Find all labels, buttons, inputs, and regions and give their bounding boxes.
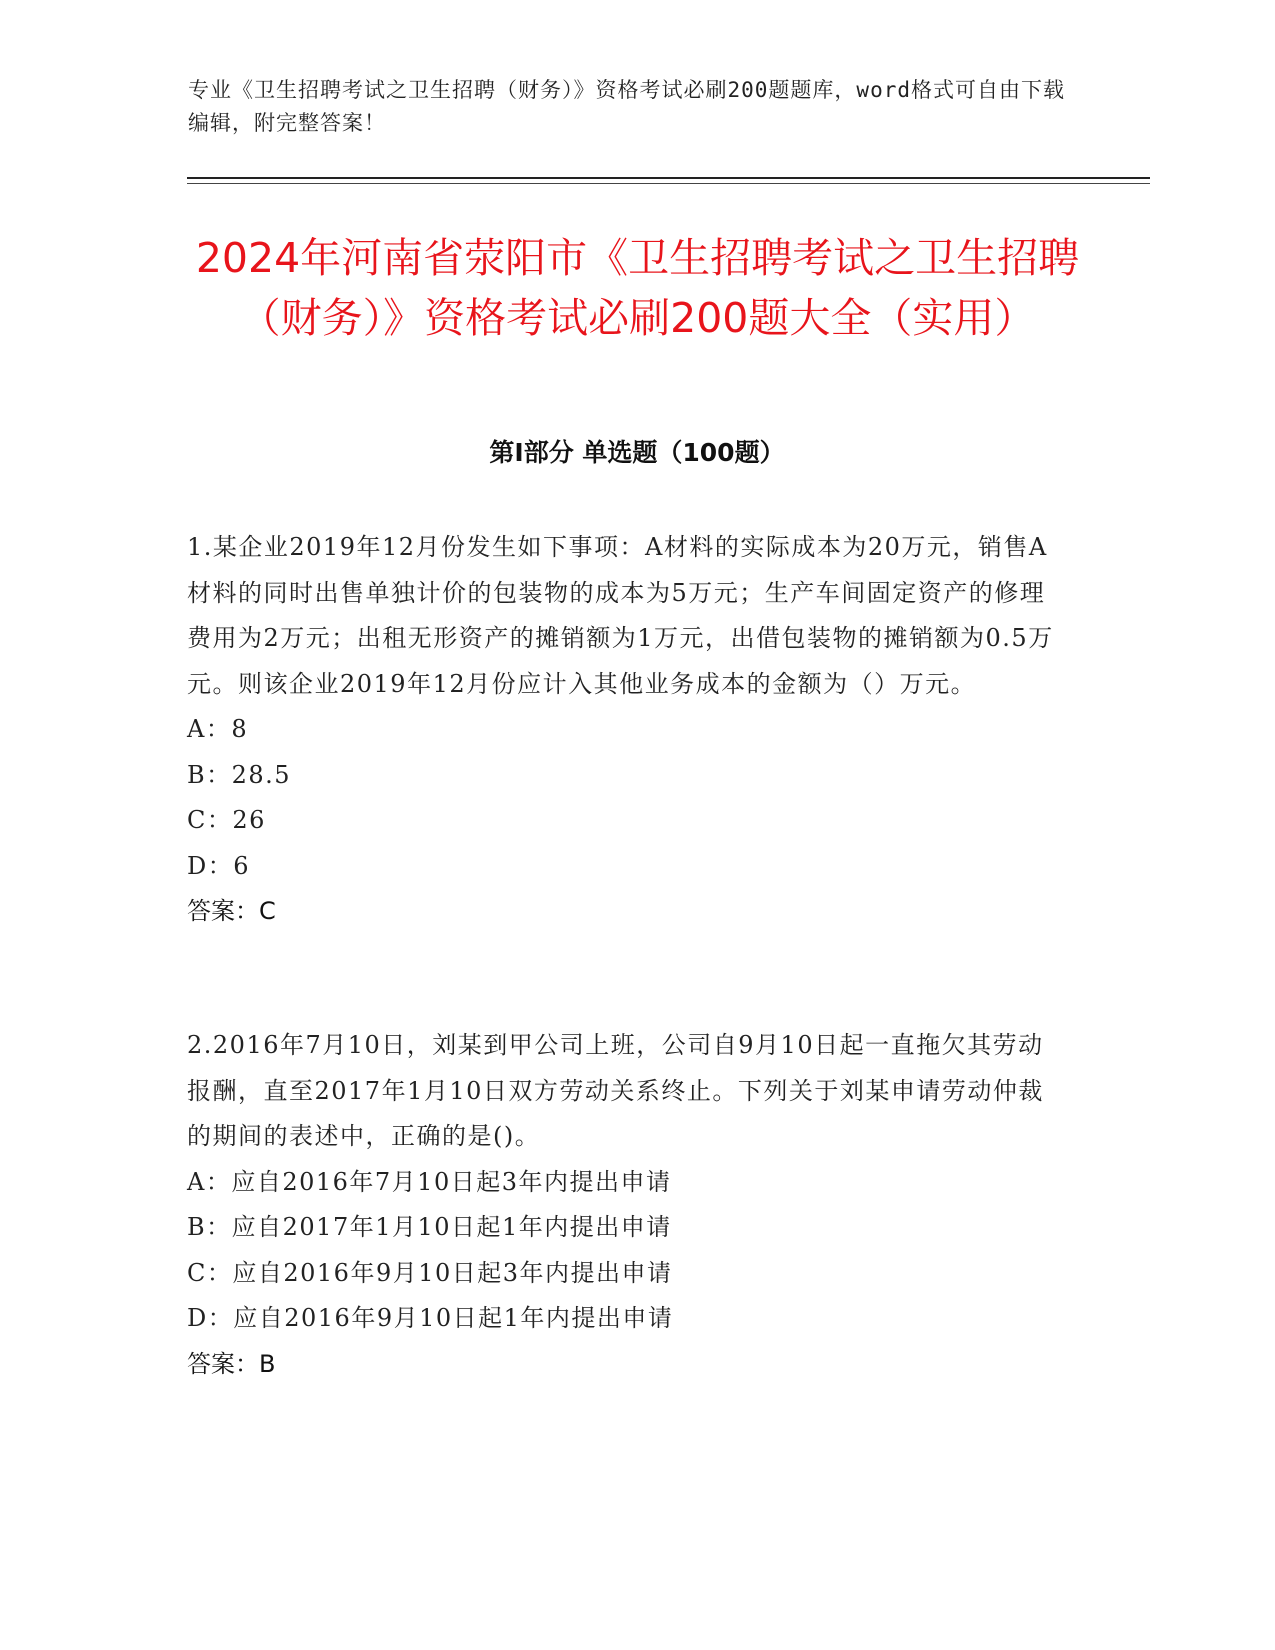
option-d: D：应自2016年9月10日起1年内提出申请: [187, 1304, 674, 1332]
header-divider-thick: [187, 177, 1150, 179]
question-stem: 2.2016年7月10日，刘某到甲公司上班，公司自9月10日起一直拖欠其劳动报酬，直至2017年1月10日双方劳动关系终止。下列关于刘某申请劳动仲裁的期间的表述中，正确的是()。: [187, 1031, 1044, 1150]
question-stem: 1.某企业2019年12月份发生如下事项：A材料的实际成本为20万元，销售A材料的同时出售单独计价的包装物的成本为5万元；生产车间固定资产的修理费用为2万元；出租无形资产的摊销额为1万元，出借包装物的摊销额为0.5万元。则该企业2019年12月份应计入其他业务成本的金额为（）万元。: [187, 533, 1054, 698]
header-divider-thin: [187, 183, 1150, 184]
answer: 答案：C: [187, 897, 276, 925]
option-d: D：6: [187, 851, 251, 880]
document-title: 2024年河南省荥阳市《卫生招聘考试之卫生招聘（财务）》资格考试必刷200题大全（实用）: [195, 234, 1080, 342]
question-1: [187, 525, 1067, 934]
option-b: B：应自2017年1月10日起1年内提出申请: [187, 1213, 672, 1241]
option-c: C：26: [187, 806, 266, 834]
question-2: [187, 1023, 1067, 1387]
option-a: A：应自2016年7月10日起3年内提出申请: [187, 1167, 672, 1196]
option-a: A：8: [187, 715, 249, 743]
option-b: B：28.5: [187, 760, 292, 789]
header-note: 专业《卫生招聘考试之卫生招聘（财务）》资格考试必刷200题题库，word格式可自由下载编辑，附完整答案！: [188, 78, 1065, 135]
section-title: 第Ⅰ部分 单选题（100题）: [489, 438, 785, 467]
answer: 答案：B: [187, 1349, 276, 1378]
option-c: C：应自2016年9月10日起3年内提出申请: [187, 1258, 673, 1287]
